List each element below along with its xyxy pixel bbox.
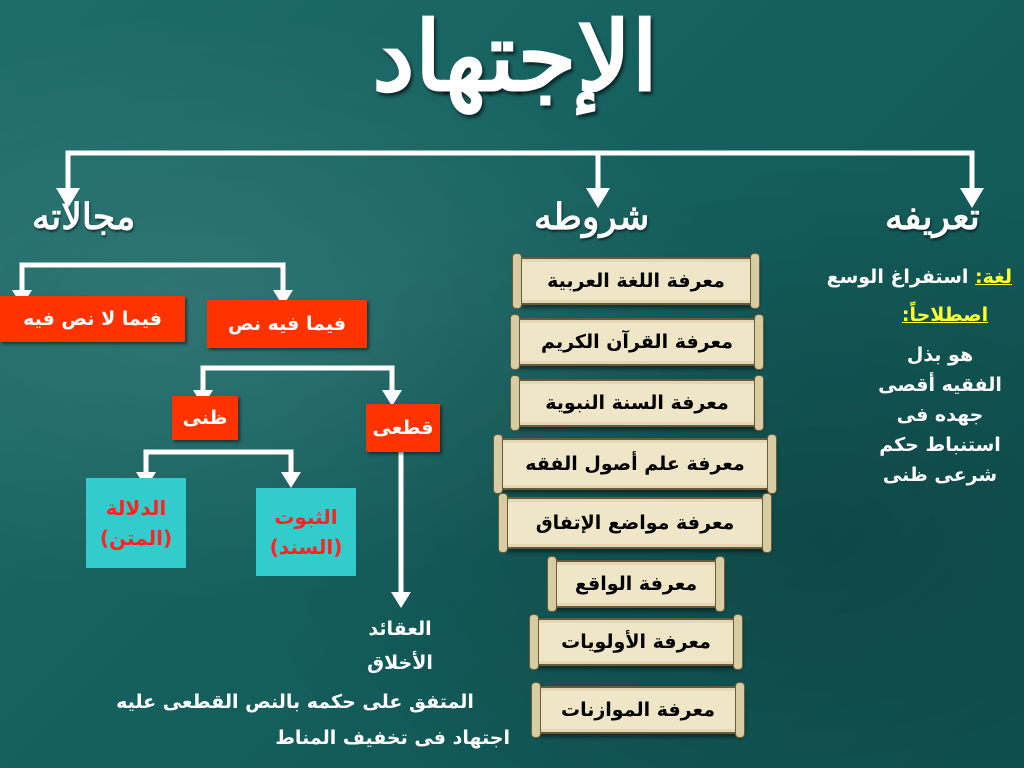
condition-scroll: معرفة الموازنات xyxy=(535,686,741,734)
definition-istilah xyxy=(880,300,1010,330)
box-dalala xyxy=(86,478,186,568)
lugha-label: لغة: xyxy=(975,266,1012,288)
note-line: المتفق على حكمه بالنص القطعى عليه xyxy=(116,691,474,713)
definition-lugha xyxy=(780,262,1012,292)
condition-scroll: معرفة السنة النبوية xyxy=(514,379,760,427)
definition-text xyxy=(855,340,1024,490)
definition-line: الفقيه أقصى xyxy=(878,374,1002,396)
qati-items xyxy=(340,612,460,680)
box-no-text: فيما لا نص فيه xyxy=(0,296,185,342)
thubut-line: (السند) xyxy=(269,535,343,559)
condition-scroll: معرفة علم أصول الفقه xyxy=(497,438,773,490)
fields-note xyxy=(70,684,520,756)
dalala-line: (المتن) xyxy=(99,526,173,550)
condition-scroll: معرفة القرآن الكريم xyxy=(514,318,760,366)
qati-item: العقائد xyxy=(368,618,432,640)
dalala-line: الدلالة xyxy=(105,496,167,520)
istilah-label: اصطلاحاً: xyxy=(901,304,989,326)
condition-scroll: معرفة اللغة العربية xyxy=(516,257,756,305)
definition-line: شرعى ظنى xyxy=(882,464,998,486)
page-title: الإجتهاد xyxy=(372,0,658,113)
box-with-text: فيما فيه نص xyxy=(207,300,367,348)
definition-line: استنباط حكم xyxy=(879,434,1001,456)
box-qati: قطعى xyxy=(366,404,440,452)
condition-scroll: معرفة الواقع xyxy=(551,560,721,608)
thubut-line: الثبوت xyxy=(274,505,338,529)
definition-line: هو بذل xyxy=(906,344,974,366)
box-thubut xyxy=(256,488,356,576)
heading-conditions: شروطه xyxy=(534,196,650,238)
note-line: اجتهاد فى تخفيف المناط xyxy=(275,727,510,749)
box-zanni: ظنى xyxy=(172,396,238,440)
heading-definition: تعريفه xyxy=(885,196,980,238)
definition-line: جهده فى xyxy=(896,404,984,426)
lugha-text: استفراغ الوسع xyxy=(826,266,969,288)
qati-item: الأخلاق xyxy=(367,652,433,674)
condition-scroll: معرفة الأولويات xyxy=(533,618,739,666)
condition-scroll: معرفة مواضع الإتفاق xyxy=(502,497,768,549)
heading-fields: مجالاته xyxy=(32,196,136,238)
